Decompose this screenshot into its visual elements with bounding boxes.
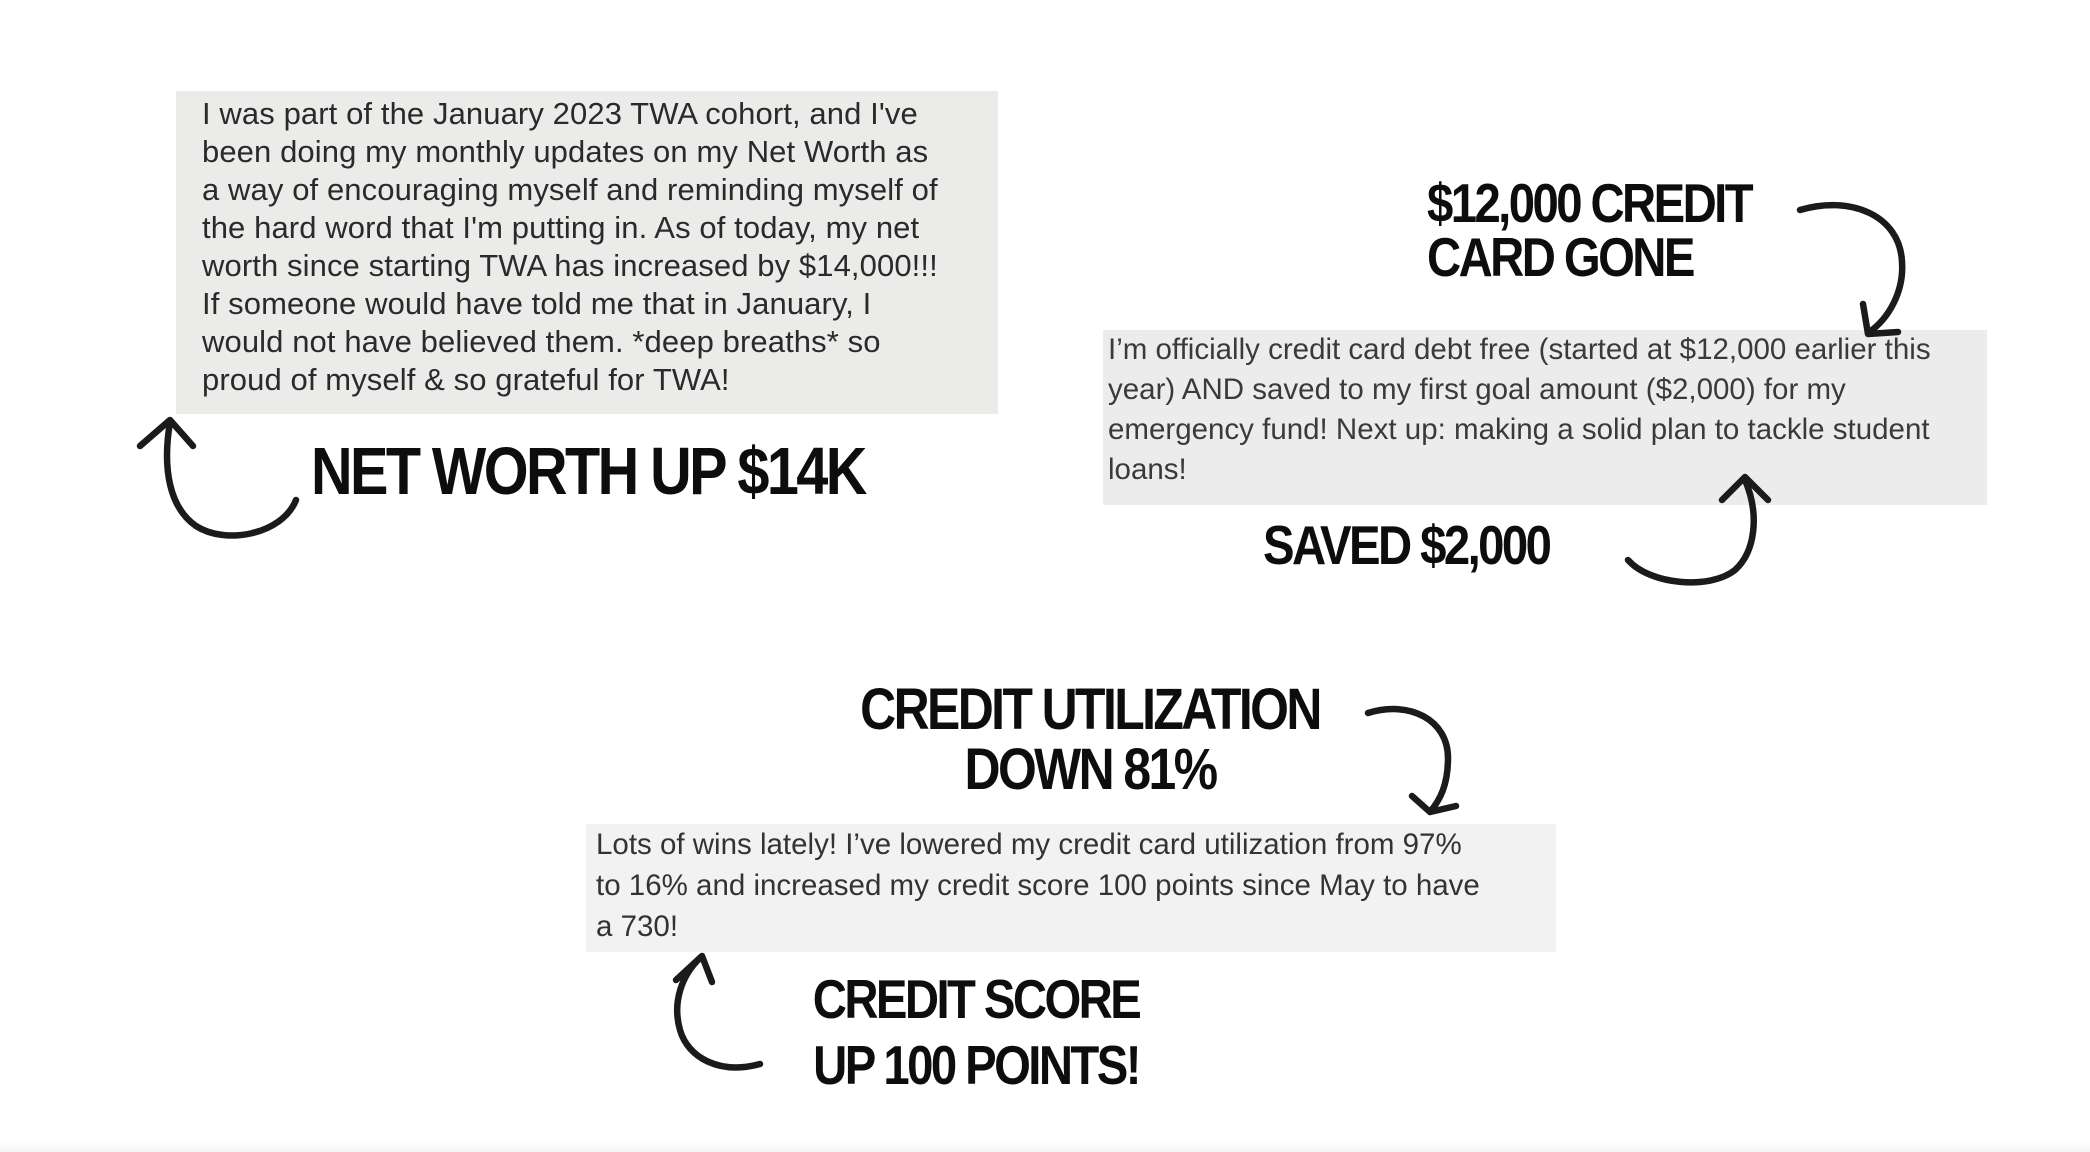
testimonial-credit-score: Lots of wins lately! I’ve lowered my credit card utilization from 97% to 16% and increased my credit score 100 points since May to have a 730! xyxy=(586,824,1556,952)
callout-net-worth: NET WORTH UP $14K xyxy=(311,434,865,509)
callout-credit-score: CREDIT SCORE UP 100 POINTS! xyxy=(812,968,1140,1096)
testimonial-debt-free: I’m officially credit card debt free (started at $12,000 earlier this year) AND saved to my first goal amount ($2,000) for my emergency fund! Next up: making a solid plan to tackle student loans! xyxy=(1103,330,1987,505)
callout-credit-card-gone: $12,000 CREDIT CARD GONE xyxy=(1427,172,1752,288)
callout-saved: SAVED $2,000 xyxy=(1263,514,1550,576)
callout-credit-utilization: CREDIT UTILIZATION DOWN 81% xyxy=(860,677,1320,802)
testimonial-net-worth: I was part of the January 2023 TWA cohort, and I've been doing my monthly updates on my Net Worth as a way of encouraging myself and reminding myself of the hard word that I'm putting in. As of today, my net worth since starting TWA has increased by $14,000!!! If someone would have told me that in January, I would not have believed them. *deep breaths* so proud of myself & so grateful for TWA! xyxy=(176,91,998,414)
bottom-edge xyxy=(0,1140,2090,1152)
